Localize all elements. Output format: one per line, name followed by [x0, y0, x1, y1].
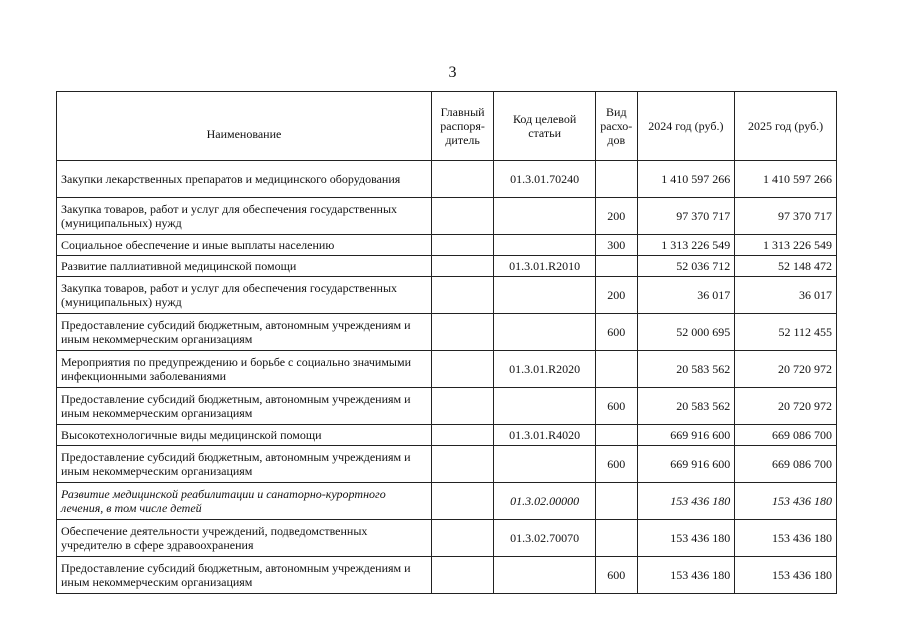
row-code: [494, 235, 596, 256]
row-type: [596, 425, 638, 446]
row-type: 600: [596, 388, 638, 425]
row-code: 01.3.01.R2020: [494, 351, 596, 388]
row-amount-2024: 52 000 695: [637, 314, 735, 351]
page-number: 3: [448, 64, 457, 81]
row-code: 01.3.02.70070: [494, 520, 596, 557]
row-name: Предоставление субсидий бюджетным, автономным учреждениям и иным некоммерческим организациям: [57, 557, 432, 594]
row-amount-2024: 153 436 180: [637, 483, 735, 520]
row-name: Предоставление субсидий бюджетным, автономным учреждениям и иным некоммерческим организациям: [57, 446, 432, 483]
row-type: 200: [596, 198, 638, 235]
row-code: [494, 446, 596, 483]
row-amount-2025: 669 086 700: [735, 446, 837, 483]
row-name: Предоставление субсидий бюджетным, автономным учреждениям и иным некоммерческим организациям: [57, 388, 432, 425]
row-amount-2025: 36 017: [735, 277, 837, 314]
table-row: [57, 314, 837, 351]
row-amount-2025: 52 148 472: [735, 256, 837, 277]
row-admin: [431, 161, 493, 198]
row-name: Мероприятия по предупреждению и борьбе с социально значимыми инфекционными заболеваниями: [57, 351, 432, 388]
row-code: 01.3.02.00000: [494, 483, 596, 520]
row-name: Закупка товаров, работ и услуг для обеспечения государственных (муниципальных) нужд: [57, 277, 432, 314]
row-amount-2024: 20 583 562: [637, 388, 735, 425]
row-name: Закупки лекарственных препаратов и медицинского оборудования: [57, 161, 432, 198]
table-row: [57, 161, 837, 198]
row-amount-2024: 20 583 562: [637, 351, 735, 388]
row-amount-2025: 153 436 180: [735, 557, 837, 594]
table-row: [57, 388, 837, 425]
row-admin: [431, 277, 493, 314]
row-code: 01.3.01.70240: [494, 161, 596, 198]
row-name: Обеспечение деятельности учреждений, подведомственных учредителю в сфере здравоохранения: [57, 520, 432, 557]
row-admin: [431, 198, 493, 235]
table-row: [57, 277, 837, 314]
row-type: [596, 520, 638, 557]
row-type: [596, 256, 638, 277]
row-amount-2025: 153 436 180: [735, 520, 837, 557]
row-amount-2025: 52 112 455: [735, 314, 837, 351]
row-type: 600: [596, 446, 638, 483]
row-amount-2024: 52 036 712: [637, 256, 735, 277]
row-code: [494, 277, 596, 314]
row-amount-2025: 1 313 226 549: [735, 235, 837, 256]
row-type: [596, 483, 638, 520]
row-admin: [431, 256, 493, 277]
row-amount-2025: 153 436 180: [735, 483, 837, 520]
budget-table: [56, 91, 837, 594]
header-name: Наименование: [57, 92, 432, 161]
row-amount-2024: 1 410 597 266: [637, 161, 735, 198]
table-body: [57, 161, 837, 594]
table-row: [57, 235, 837, 256]
row-code: 01.3.01.R4020: [494, 425, 596, 446]
table-row: [57, 483, 837, 520]
row-amount-2025: 20 720 972: [735, 388, 837, 425]
row-amount-2024: 36 017: [637, 277, 735, 314]
row-admin: [431, 425, 493, 446]
row-code: [494, 388, 596, 425]
row-amount-2024: 669 916 600: [637, 446, 735, 483]
header-code: Код целевой статьи: [494, 92, 596, 161]
row-type: 600: [596, 314, 638, 351]
row-name: Развитие паллиативной медицинской помощи: [57, 256, 432, 277]
table-row: [57, 198, 837, 235]
header-row: [57, 92, 837, 161]
row-code: [494, 198, 596, 235]
row-code: [494, 557, 596, 594]
row-amount-2025: 669 086 700: [735, 425, 837, 446]
header-type: Вид расхо-дов: [596, 92, 638, 161]
row-admin: [431, 446, 493, 483]
row-type: 600: [596, 557, 638, 594]
row-name: Предоставление субсидий бюджетным, автономным учреждениям и иным некоммерческим организациям: [57, 314, 432, 351]
table-row: [57, 446, 837, 483]
row-amount-2024: 1 313 226 549: [637, 235, 735, 256]
table-row: [57, 520, 837, 557]
table-row: [57, 557, 837, 594]
row-name: Закупка товаров, работ и услуг для обеспечения государственных (муниципальных) нужд: [57, 198, 432, 235]
row-type: 300: [596, 235, 638, 256]
row-amount-2024: 669 916 600: [637, 425, 735, 446]
header-y2024: 2024 год (руб.): [637, 92, 735, 161]
row-type: [596, 351, 638, 388]
row-code: 01.3.01.R2010: [494, 256, 596, 277]
row-admin: [431, 557, 493, 594]
row-amount-2024: 97 370 717: [637, 198, 735, 235]
table-row: [57, 256, 837, 277]
table-row: [57, 351, 837, 388]
row-amount-2025: 97 370 717: [735, 198, 837, 235]
row-code: [494, 314, 596, 351]
row-admin: [431, 388, 493, 425]
table-row: [57, 425, 837, 446]
row-type: [596, 161, 638, 198]
row-admin: [431, 235, 493, 256]
row-admin: [431, 314, 493, 351]
header-admin: Главный распоря-дитель: [431, 92, 493, 161]
header-y2025: 2025 год (руб.): [735, 92, 837, 161]
row-amount-2025: 1 410 597 266: [735, 161, 837, 198]
row-type: 200: [596, 277, 638, 314]
row-amount-2024: 153 436 180: [637, 557, 735, 594]
row-name: Развитие медицинской реабилитации и санаторно-курортного лечения, в том числе детей: [57, 483, 432, 520]
row-amount-2025: 20 720 972: [735, 351, 837, 388]
row-name: Высокотехнологичные виды медицинской помощи: [57, 425, 432, 446]
row-admin: [431, 351, 493, 388]
row-name: Социальное обеспечение и иные выплаты населению: [57, 235, 432, 256]
table-header: [57, 92, 837, 161]
row-amount-2024: 153 436 180: [637, 520, 735, 557]
row-admin: [431, 483, 493, 520]
row-admin: [431, 520, 493, 557]
